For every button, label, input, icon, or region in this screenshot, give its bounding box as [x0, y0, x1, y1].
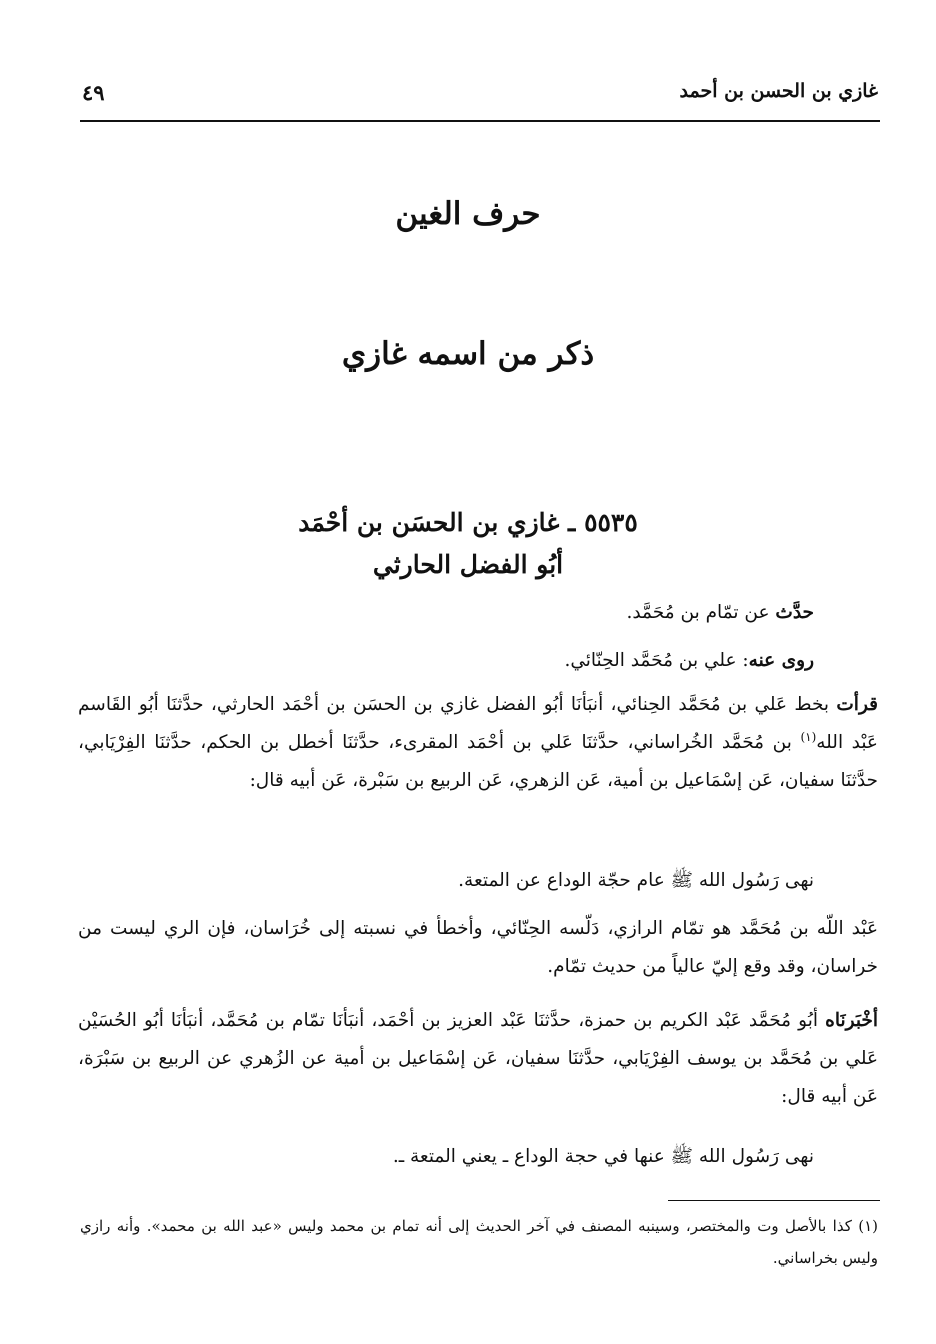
paragraph-text-continued: بن مُحَمَّد الخُراساني، حدَّثنَا عَلي بن أحْمَد المقرىء، حدَّثنَا أخطل بن الحكم، حدَّثنَا الفِرْيَابي، حدَّثنَا سفيان، عَن إسْمَاعيل بن أمية، عَن الزهري، عَن الربيع بن سَبْرة، عَن أبيه قال:: [78, 732, 878, 791]
footnote: [80, 1210, 878, 1274]
paragraph-text: بخط عَلي بن مُحَمَّد الحِنائي، أنبَأنَا أبُو الفضل غازي بن الحسَن بن أحْمَد الحارثي، حدَّثنَا أبُو القَاسم عَبْد الله: [78, 694, 878, 753]
paragraph-isnad-2: [78, 1002, 878, 1116]
paragraph-text: عَبْد اللّه بن مُحَمَّد هو تمّام الرازي، دَلّسه الحِنّائي، وأخطأ في نسبته إلى خُرَاسان، فإن الري ليست من خراسان، وقد وقع إليّ عالياً من حديث تمّام.: [78, 918, 878, 977]
paragraph-text: : علي بن مُحَمَّد الحِنّائي.: [564, 650, 749, 671]
entry-title: [0, 502, 936, 586]
header-rule: [80, 120, 880, 122]
footnote-text: كذا بالأصل وت والمختصر، وسينبه المصنف في آخر الحديث إلى أنه تمام بن محمد وليس «عبد الله بن محمد». وأنه رازي وليس بخراساني.: [80, 1217, 878, 1267]
footnote-rule: [668, 1200, 880, 1201]
paragraph-text: أبُو مُحَمَّد عَبْد الكريم بن حمزة، حدَّثنَا عَبْد العزيز بن أحْمَد، أنبَأنَا تمّام بن مُحَمَّد، أنبَأنَا أبُو الحُسَيْن عَلي بن مُحَمَّد بن يوسف الفِرْيَابي، حدَّثنَا سفيان، عَن إسْمَاعيل بن أمية عن الزُهري عن الربيع بن سَبْرَة، عَن أبيه قال:: [78, 1010, 878, 1107]
paragraph-lead: حدَّث: [775, 602, 814, 623]
paragraph-lead: روى عنه: [748, 650, 814, 671]
entry-title-name: ٥٥٣٥ ـ غازي بن الحسَن بن أحْمَد: [298, 508, 638, 537]
section-heading: ذكر من اسمه غازي: [341, 336, 595, 372]
entry-title-kunya: أبُو الفضل الحارثي: [372, 550, 564, 579]
footnote-mark: (١): [858, 1217, 878, 1235]
paragraph-text: عن تمّام بن مُحَمَّد.: [626, 602, 776, 623]
paragraph-narrators: [78, 642, 878, 680]
page-number: ٤٩: [82, 80, 105, 105]
paragraph-commentary: [78, 910, 878, 986]
paragraph-lead: قرأت: [836, 694, 878, 715]
paragraph-lead: أخْبَرنَاه: [825, 1010, 878, 1031]
hadith-text-1: نهى رَسُول الله ﷺ عام حجّة الوداع عن المتعة.: [458, 870, 814, 891]
letter-heading: حرف الغين: [395, 196, 541, 232]
paragraph-isnad-1: [78, 686, 878, 800]
footnote-reference: (١): [800, 729, 817, 744]
paragraph-narrated: [78, 594, 878, 632]
running-title: غازي بن الحسن بن أحمد: [679, 80, 878, 102]
hadith-text-2: نهى رَسُول الله ﷺ عنها في حجة الوداع ـ يعني المتعة ـ.: [392, 1146, 814, 1167]
running-header: [82, 80, 878, 116]
